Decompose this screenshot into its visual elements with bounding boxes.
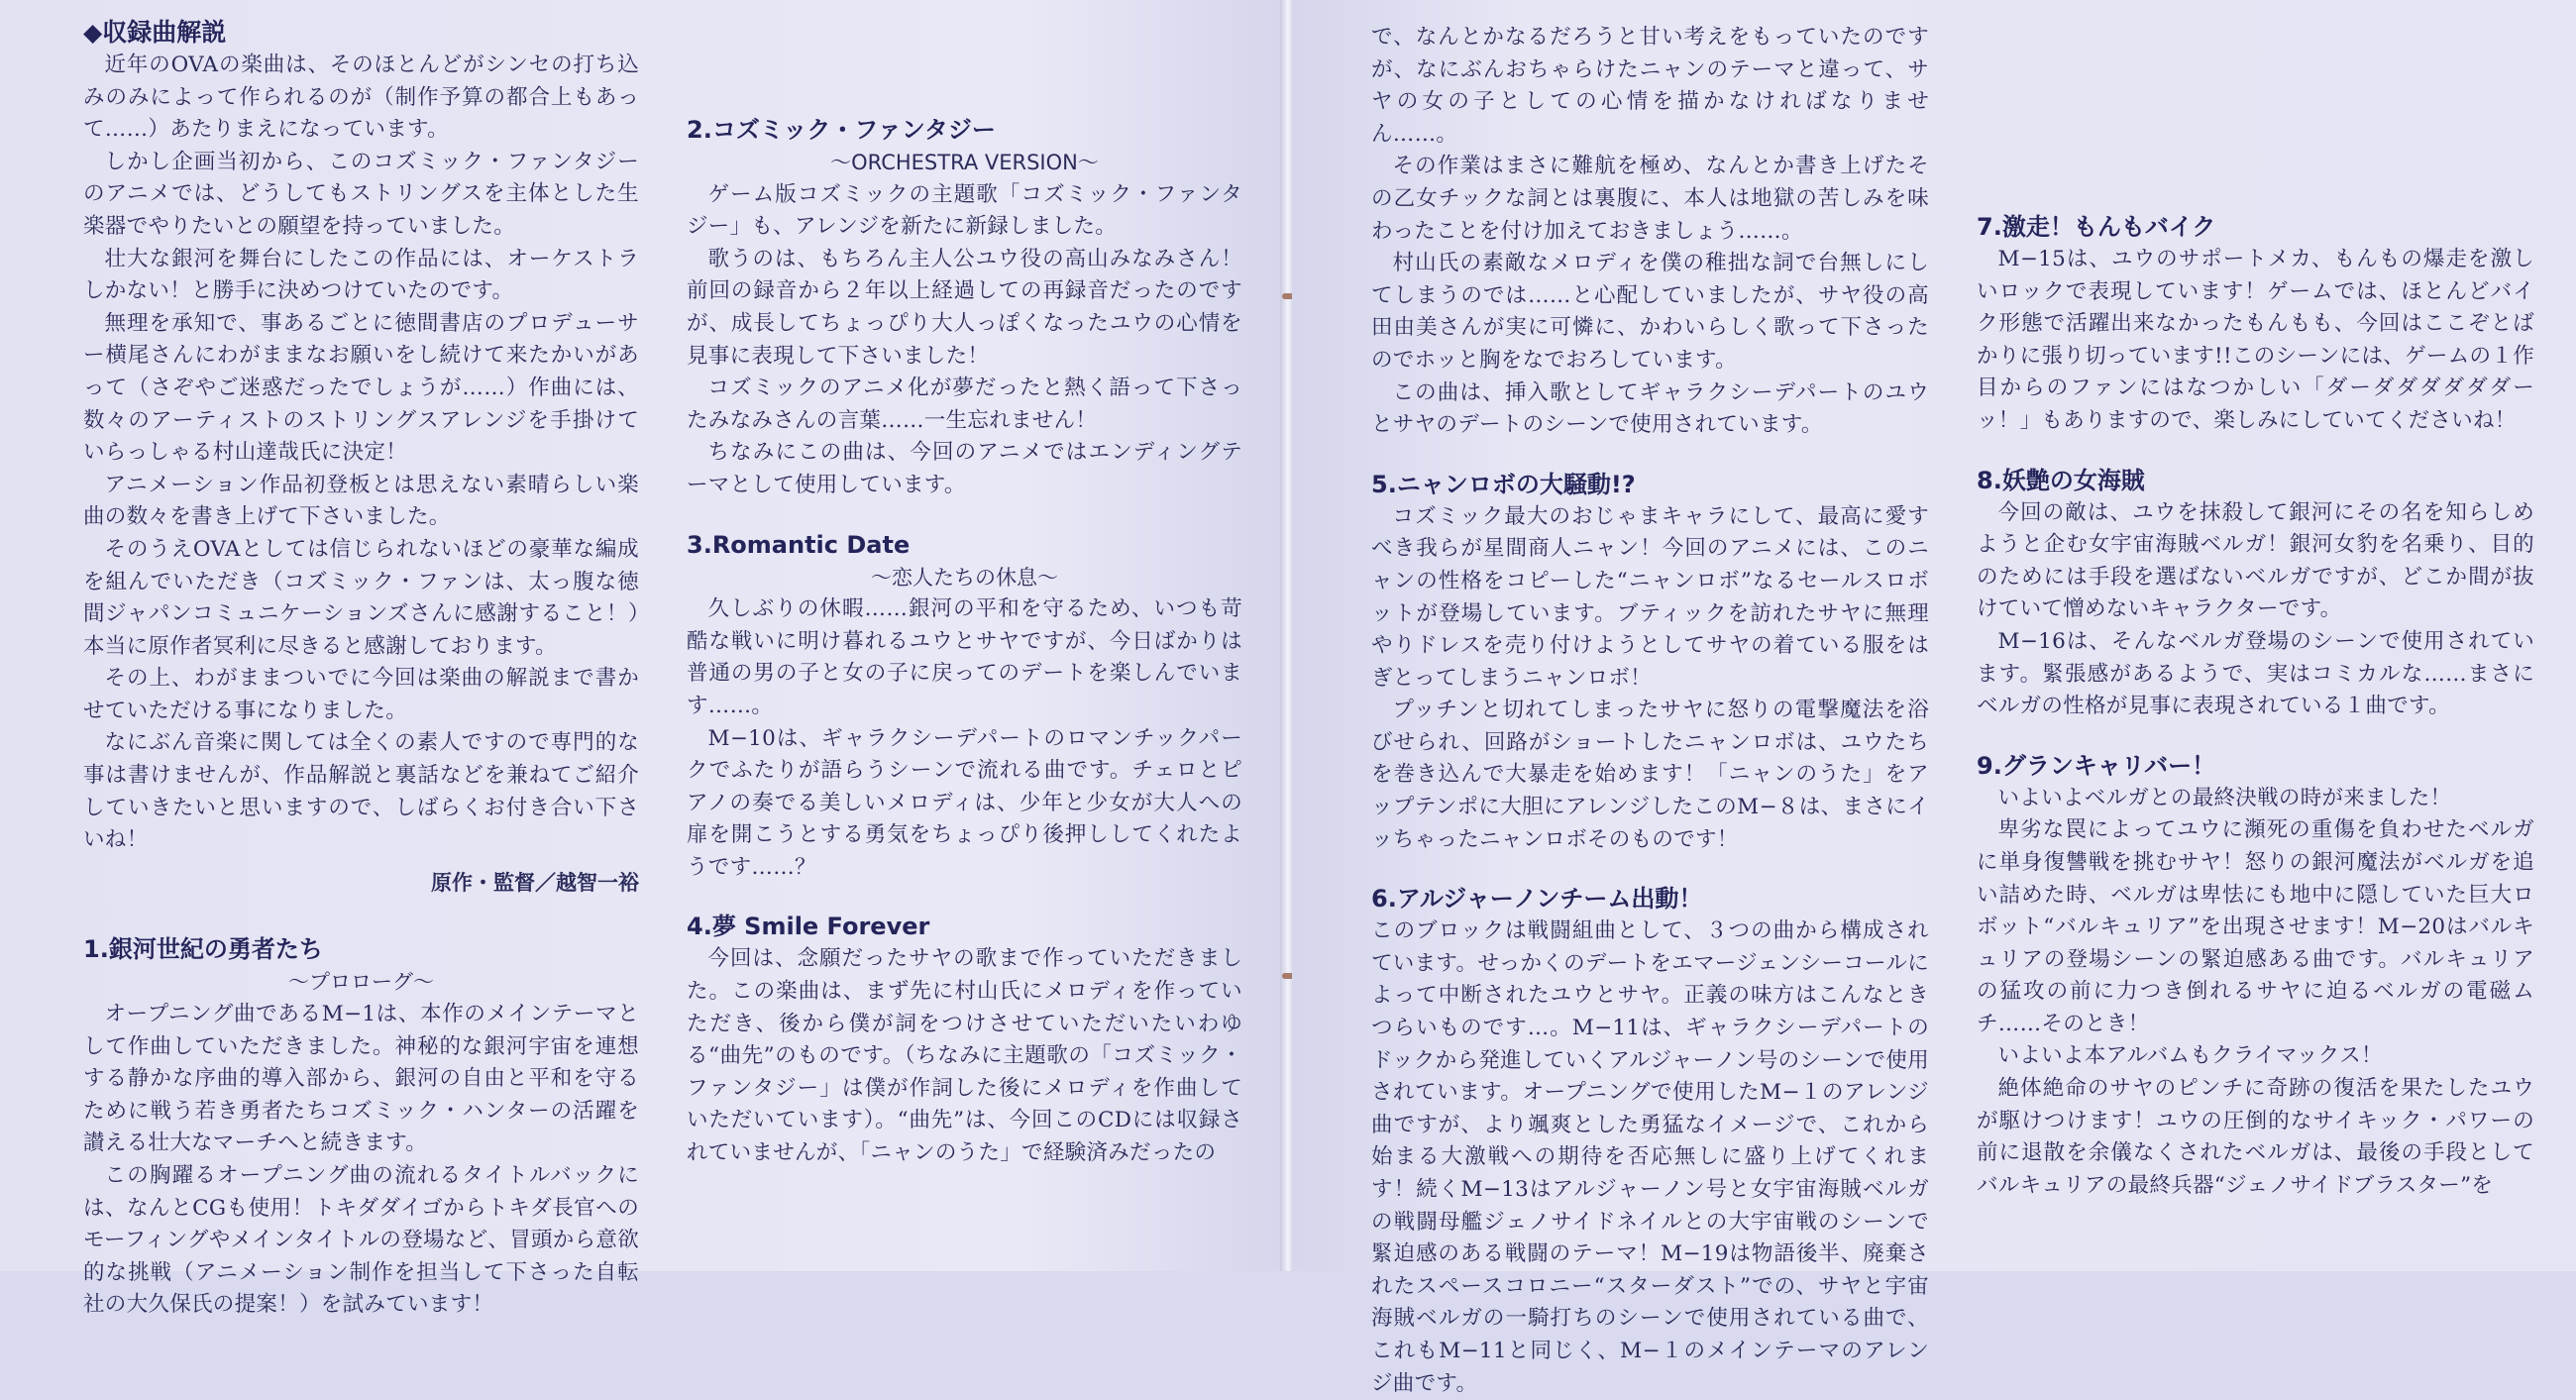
left-column-2 [687, 16, 1242, 1271]
track-5-paragraph: コズミック最大のおじゃまキャラにして、最高に愛すべき我らが星間商人ニャン！今回のアニメには、このニャンの性格をコピーした“ニャンロボ”なるセールスロボットが登場しています。ブティックを訪れたサヤに無理やりドレスを売り付けようとしてサヤの着ている服をはぎとってしまうニャンロボ！ [1371, 503, 1929, 691]
track-7-paragraph: M−15は、ユウのサポートメカ、もんもの爆走を激しいロックで表現しています！ゲームでは、ほとんどバイク形態で活躍出来なかったもんもも、今回はここぞとばかりに張り切っています!!このシーンには、ゲームの１作目からのファンにはなつかしい「ダーダダダダダダーッ！」もありますので、楽しみにしていてくださいね！ [1977, 247, 2534, 433]
track-2-title: 2.コズミック・ファンタジー [687, 116, 996, 144]
intro-paragraph: そのうえOVAとしては信じられないほどの豪華な編成を組んでいただき（コズミック・ファンは、太っ腹な徳間ジャパンコミュニケーションズさんに感謝すること！）本当に原作者冥利に尽きると感謝しております。 [83, 536, 639, 659]
track-9-title: 9.グランキャリバー！ [1977, 751, 2216, 780]
intro-paragraph: しかし企画当初から、このコズミック・ファンタジーのアニメでは、どうしてもストリングスを主体とした生楽器でやりたいとの願望を持っていました。 [83, 149, 639, 239]
track-9-paragraph: 卑劣な罠によってユウに瀕死の重傷を負わせたベルガに単身復讐戦を挑むサヤ！怒りの銀河魔法がベルガを追い詰めた時、ベルガは卑怯にも地中に隠していた巨大ロボット“バルキュリア”を出現させます！M−20はバルキュリアの登場シーンの緊迫感ある曲です。バルキュリアの猛攻の前に力つき倒れるサヤに迫るベルガの電磁ムチ……そのとき！ [1977, 817, 2534, 1036]
track-6-title: 6.アルジャーノンチーム出動！ [1371, 885, 1703, 914]
track-2-paragraph: ちなみにこの曲は、今回のアニメではエンディングテーマとして使用しています。 [687, 440, 1242, 497]
track-4-continued-paragraph: この曲は、挿入歌としてギャラクシーデパートのユウとサヤのデートのシーンで使用されています。 [1371, 379, 1929, 438]
track-4-continued-paragraph: その作業はまさに難航を極め、なんとか書き上げたその乙女チックな詞とは裏腹に、本人は地獄の苦しみを味わったことを付け加えておきましょう……。 [1371, 154, 1929, 244]
track-4-title: 4.夢 Smile Forever [687, 913, 930, 941]
track-1-subtitle: 〜プロローグ〜 [288, 970, 434, 995]
track-3-subtitle: 〜恋人たちの休息〜 [871, 565, 1058, 590]
track-4-continued-paragraph: で、なんとかなるだろうと甘い考えをもっていたのですが、なにぶんおちゃらけたニャンのテーマと違って、サヤの女の子としての心情を描かなければなりません……。 [1371, 25, 1929, 147]
track-2-paragraph: コズミックのアニメ化が夢だったと熱く語って下さったみなみさんの言葉……一生忘れません！ [687, 376, 1242, 433]
track-4-paragraph: 今回は、念願だったサヤの歌まで作っていただきました。この楽曲は、まず先に村山氏にメロディを作っていただき、後から僕が詞をつけさせていただいたいわゆる“曲先”のものです。（ちなみに主題歌の「コズミック・ファンタジー」は僕が作詞した後にメロディを作曲していただいています）。“曲先”は、今回このCDには収録されていませんが、「ニャンのうた」で経験済みだったの [687, 946, 1242, 1166]
track-5-paragraph: プッチンと切れてしまったサヤに怒りの電撃魔法を浴びせられ、回路がショートしたニャンロボは、ユウたちを巻き込んで大暴走を始めます！「ニャンのうた」をアップテンポに大胆にアレンジしたこのM−８は、まさにイッちゃったニャンロボそのものです！ [1371, 698, 1929, 852]
track-2-paragraph: ゲーム版コズミックの主題歌「コズミック・ファンタジー」も、アレンジを新たに新録しました。 [687, 181, 1242, 240]
track-3-paragraph: M−10は、ギャラクシーデパートのロマンチックパークでふたりが語らうシーンで流れる曲です。チェロとピアノの奏でる美しいメロディは、少年と少女が大人への扉を開こうとする勇気をちょっぴり後押ししてくれたようです……？ [687, 725, 1242, 880]
track-4-continued-paragraph: 村山氏の素敵なメロディを僕の稚拙な詞で台無しにしてしまうのでは……と心配していましたが、サヤ役の高田由美さんが実に可憐に、かわいらしく歌って下さったのでホッと胸をなでおろしています。 [1371, 251, 1929, 373]
track-5-title: 5.ニャンロボの大騒動!? [1371, 470, 1636, 498]
track-3-paragraph: 久しぶりの休暇……銀河の平和を守るため、いつも苛酷な戦いに明け暮れるユウとサヤですが、今日ばかりは普通の男の子と女の子に戻ってのデートを楽しんでいます……。 [687, 596, 1242, 718]
track-9-paragraph: 絶体絶命のサヤのピンチに奇跡の復活を果たしたユウが駆けつけます！ユウの圧倒的なサイキック・パワーの前に退散を余儀なくされたベルガは、最後の手段としてバルキュリアの最終兵器“ジェノサイドブラスター”を [1977, 1076, 2534, 1198]
track-2-subtitle: 〜ORCHESTRA VERSION〜 [830, 151, 1099, 174]
left-column-1 [83, 16, 639, 1318]
intro-paragraph: 無理を承知で、事あるごとに徳間書店のプロデューサー横尾さんにわがままなお願いをし続けて来たかいがあって（さぞやご迷惑だったでしょうが……）作曲には、数々のアーティストのストリングスアレンジを手掛けていらっしゃる村山達哉氏に決定！ [83, 310, 639, 466]
intro-paragraph: 壮大な銀河を舞台にしたこの作品には、オーケストラしかない！と勝手に決めつけていたのです。 [83, 246, 639, 304]
intro-paragraph: アニメーション作品初登板とは思えない素晴らしい楽曲の数々を書き上げて下さいました。 [83, 472, 639, 530]
booklet-page-left [0, 0, 1284, 1318]
track-7-title: 7.激走！もんもバイク [1977, 213, 2216, 241]
track-1-title: 1.銀河世紀の勇者たち [83, 935, 323, 964]
track-8-paragraph: M−16は、そんなベルガ登場のシーンで使用されています。緊張感があるようで、実はコミカルな……まさにベルガの性格が見事に表現されている１曲です。 [1977, 628, 2534, 719]
right-column-2 [1977, 22, 2534, 1271]
intro-paragraph: その上、わがままついでに今回は楽曲の解説まで書かせていただける事になりました。 [83, 666, 639, 723]
intro-paragraph: なにぶん音楽に関しては全くの素人ですので専門的な事は書けませんが、作品解説と裏話などを兼ねてご紹介していきたいと思いますので、しばらくお付き合い下さいね！ [83, 730, 639, 853]
track-1-paragraph: オープニング曲であるM−1は、本作のメインテーマとして作曲していただきました。神秘的な銀河宇宙を連想する静かな序曲的導入部から、銀河の自由と平和を守るために戦う若き勇者たちコズミック・ハンターの活躍を讃える壮大なマーチへと続きます。 [83, 1002, 639, 1156]
booklet-page-right [1292, 0, 2576, 1396]
section-title: ◆収録曲解説 [83, 18, 227, 47]
track-3-title: 3.Romantic Date [687, 530, 911, 559]
track-1-paragraph: この胸躍るオープニング曲の流れるタイトルバックには、なんとCGも使用！トキダダイゴからトキダ長官へのモーフィングやメインタイトルの登場など、冒頭から意欲的な挑戦（アニメーション制作を担当して下さった自転社の大久保氏の提案！）を試みています！ [83, 1163, 639, 1318]
author-credit: 原作・監督／越智一裕 [431, 870, 639, 895]
right-column-1 [1371, 22, 1929, 1396]
track-6-paragraph: このブロックは戦闘組曲として、３つの曲から構成されています。せっかくのデートをエマージェンシーコールによって中断されたユウとサヤ。正義の味方はこんなときつらいものです…。M−11は、ギャラクシーデパートのドックから発進していくアルジャーノン号のシーンで使用されています。オープニングで使用したM−１のアレンジ曲ですが、より颯爽とした勇猛なイメージで、これから始まる大激戦への期待を否応無しに盛り上げてくれます！続くM−13はアルジャーノン号と女宇宙海賊ベルガの戦闘母艦ジェノサイドネイルとの大宇宙戦のシーンで緊迫感のある戦闘のテーマ！M−19は物語後半、廃棄されたスペースコロニー“スターダスト”での、サヤと宇宙海賊ベルガの一騎打ちのシーンで使用されている曲で、これもM−11と同じく、M−１のメインテーマのアレンジ曲です。 [1371, 918, 1929, 1396]
track-2-paragraph: 歌うのは、もちろん主人公ユウ役の高山みなみさん！前回の録音から２年以上経過しての再録音だったのですが、成長してちょっぴり大人っぽくなったユウの心情を見事に表現して下さいました！ [687, 246, 1242, 369]
intro-paragraph: 近年のOVAの楽曲は、そのほとんどがシンセの打ち込みのみによって作られるのが（制作予算の都合上もあって……）あたりまえになっています。 [83, 53, 639, 143]
track-8-title: 8.妖艶の女海賊 [1977, 466, 2145, 494]
track-9-paragraph: いよいよ本アルバムもクライマックス！ [1997, 1043, 2383, 1069]
track-9-paragraph: いよいよベルガとの最終決戦の時が来ました！ [1997, 785, 2452, 810]
track-8-paragraph: 今回の敵は、ユウを抹殺して銀河にその名を知らしめようと企む女宇宙海賊ベルガ！銀河女豹を名乗り、目的のためには手段を選ばないベルガですが、どこか間が抜けていて憎めないキャラクターです。 [1977, 499, 2534, 622]
